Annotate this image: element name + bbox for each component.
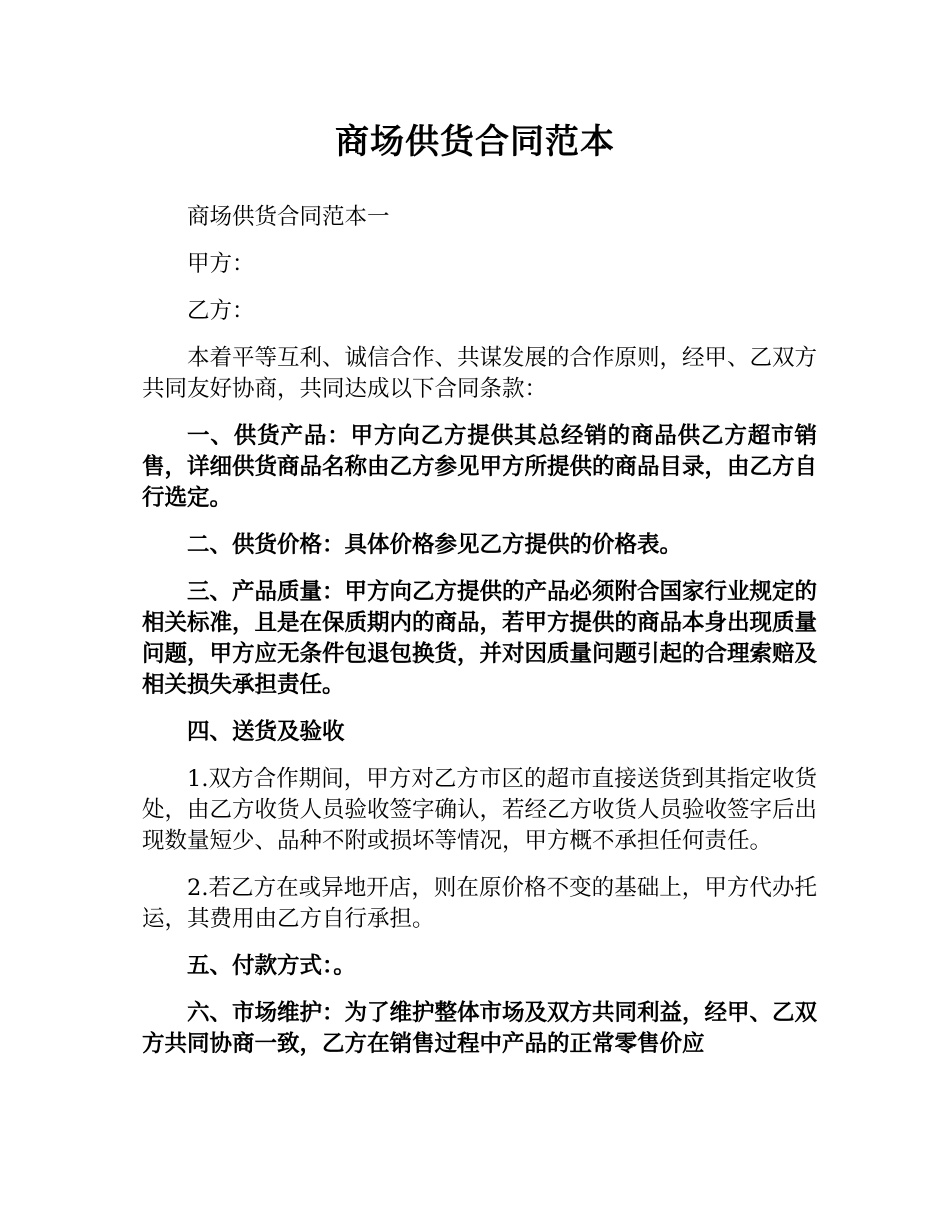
document-body — [142, 202, 817, 1076]
clause-4-item-1: 1.双方合作期间，甲方对乙方市区的超市直接送货到其指定收货处，由乙方收货人员验收签字确认，若经乙方收货人员验收签字后出现数量短少、品种不附或损坏等情况，甲方概不承担任何责任。 — [142, 766, 818, 854]
paragraph-party-a: 甲方： — [187, 251, 255, 277]
paragraph-subtitle: 商场供货合同范本一 — [187, 204, 390, 230]
clause-3-product-quality: 三、产品质量：甲方向乙方提供的产品必须附合国家行业规定的相关标准，且是在保质期内的商品，若甲方提供的商品本身出现质量问题，甲方应无条件包退包换货，并对因质量问题引起的合理索赔及相关损失承担责任。 — [142, 579, 818, 698]
clause-4-heading: 四、送货及验收 — [187, 719, 345, 745]
paragraph-party-b: 乙方： — [187, 298, 255, 324]
document-title: 商场供货合同范本 — [335, 122, 615, 162]
clause-1-supply-products: 一、供货产品：甲方向乙方提供其总经销的商品供乙方超市销售，详细供货商品名称由乙方参见甲方所提供的商品目录，由乙方自行选定。 — [142, 423, 818, 511]
clause-2-supply-price: 二、供货价格：具体价格参见乙方提供的价格表。 — [187, 532, 683, 558]
paragraph-preamble: 本着平等互利、诚信合作、共谋发展的合作原则，经甲、乙双方共同友好协商，共同达成以下合同条款： — [142, 345, 818, 402]
clause-6-market-maintenance: 六、市场维护：为了维护整体市场及双方共同利益，经甲、乙双方共同协商一致，乙方在销售过程中产品的正常零售价应 — [142, 1000, 818, 1057]
clause-5-payment: 五、付款方式：。 — [187, 953, 356, 979]
clause-4-item-2: 2.若乙方在或异地开店，则在原价格不变的基础上，甲方代办托运，其费用由乙方自行承担。 — [142, 875, 817, 932]
